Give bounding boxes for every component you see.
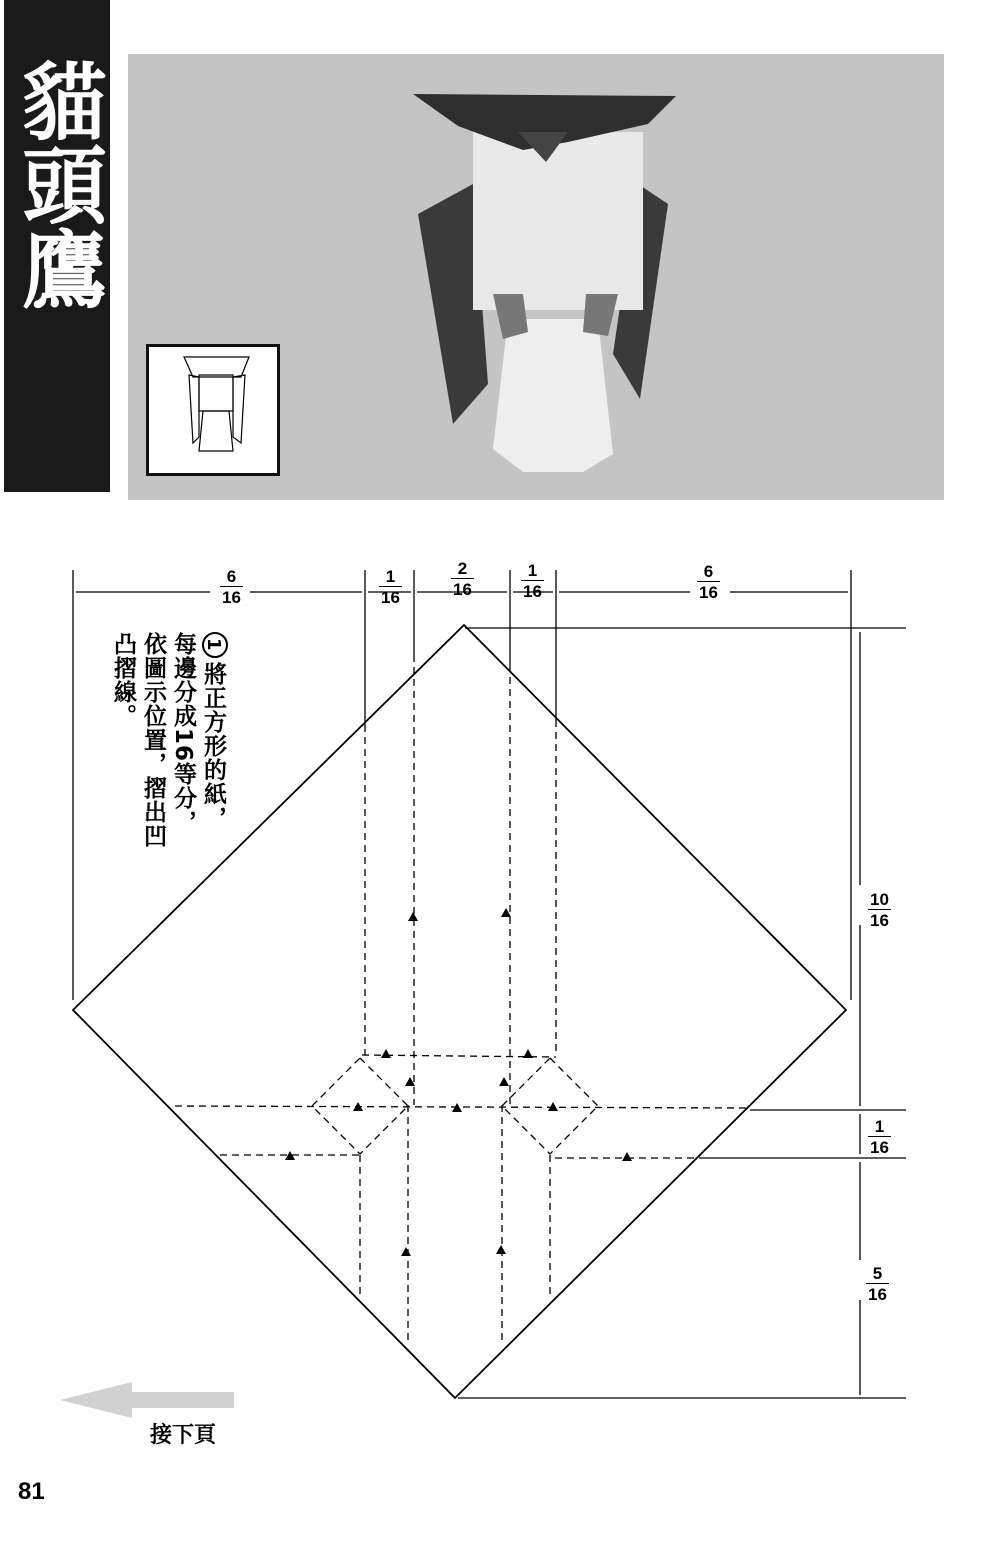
owl-left-foot [493,294,528,339]
owl-body [473,132,643,310]
next-page-arrow-icon[interactable] [60,1382,234,1418]
step-number: 1 [202,632,228,658]
crease-lines [175,655,750,1345]
right-dimension-line [458,628,906,1398]
dim-top-2: $\frac{1}{16}$ [381,567,400,607]
page-title: 貓頭鷹 [9,58,107,310]
page-number: 81 [18,1478,45,1505]
owl-tail [493,319,613,472]
dim-top-4: $\frac{1}{16}$ [523,561,542,601]
crease-pattern-diagram [0,540,1000,1420]
dim-top-1: $\frac{6}{16}$ [222,567,241,607]
instruction-body: 將正方形的紙，每邊分成16等分，依圖示位置，摺出凹凸摺線。 [110,632,226,848]
thumbnail-box [146,344,280,476]
dim-right-2: $\frac{1}{16}$ [870,1117,889,1157]
title-bar [4,0,110,492]
dim-right-3: $\frac{5}{16}$ [868,1264,887,1304]
owl-thumbnail [149,347,277,473]
top-dimension-line [73,567,851,1000]
dim-top-5: $\frac{6}{16}$ [699,562,718,602]
fold-arrows [285,908,632,1256]
next-page-label[interactable]: 接下頁 [150,1423,217,1448]
owl-right-foot [583,294,618,336]
dim-right-1: $\frac{10}{16}$ [870,890,889,930]
paper-square [73,625,846,1398]
dim-top-3: $\frac{2}{16}$ [453,559,472,599]
